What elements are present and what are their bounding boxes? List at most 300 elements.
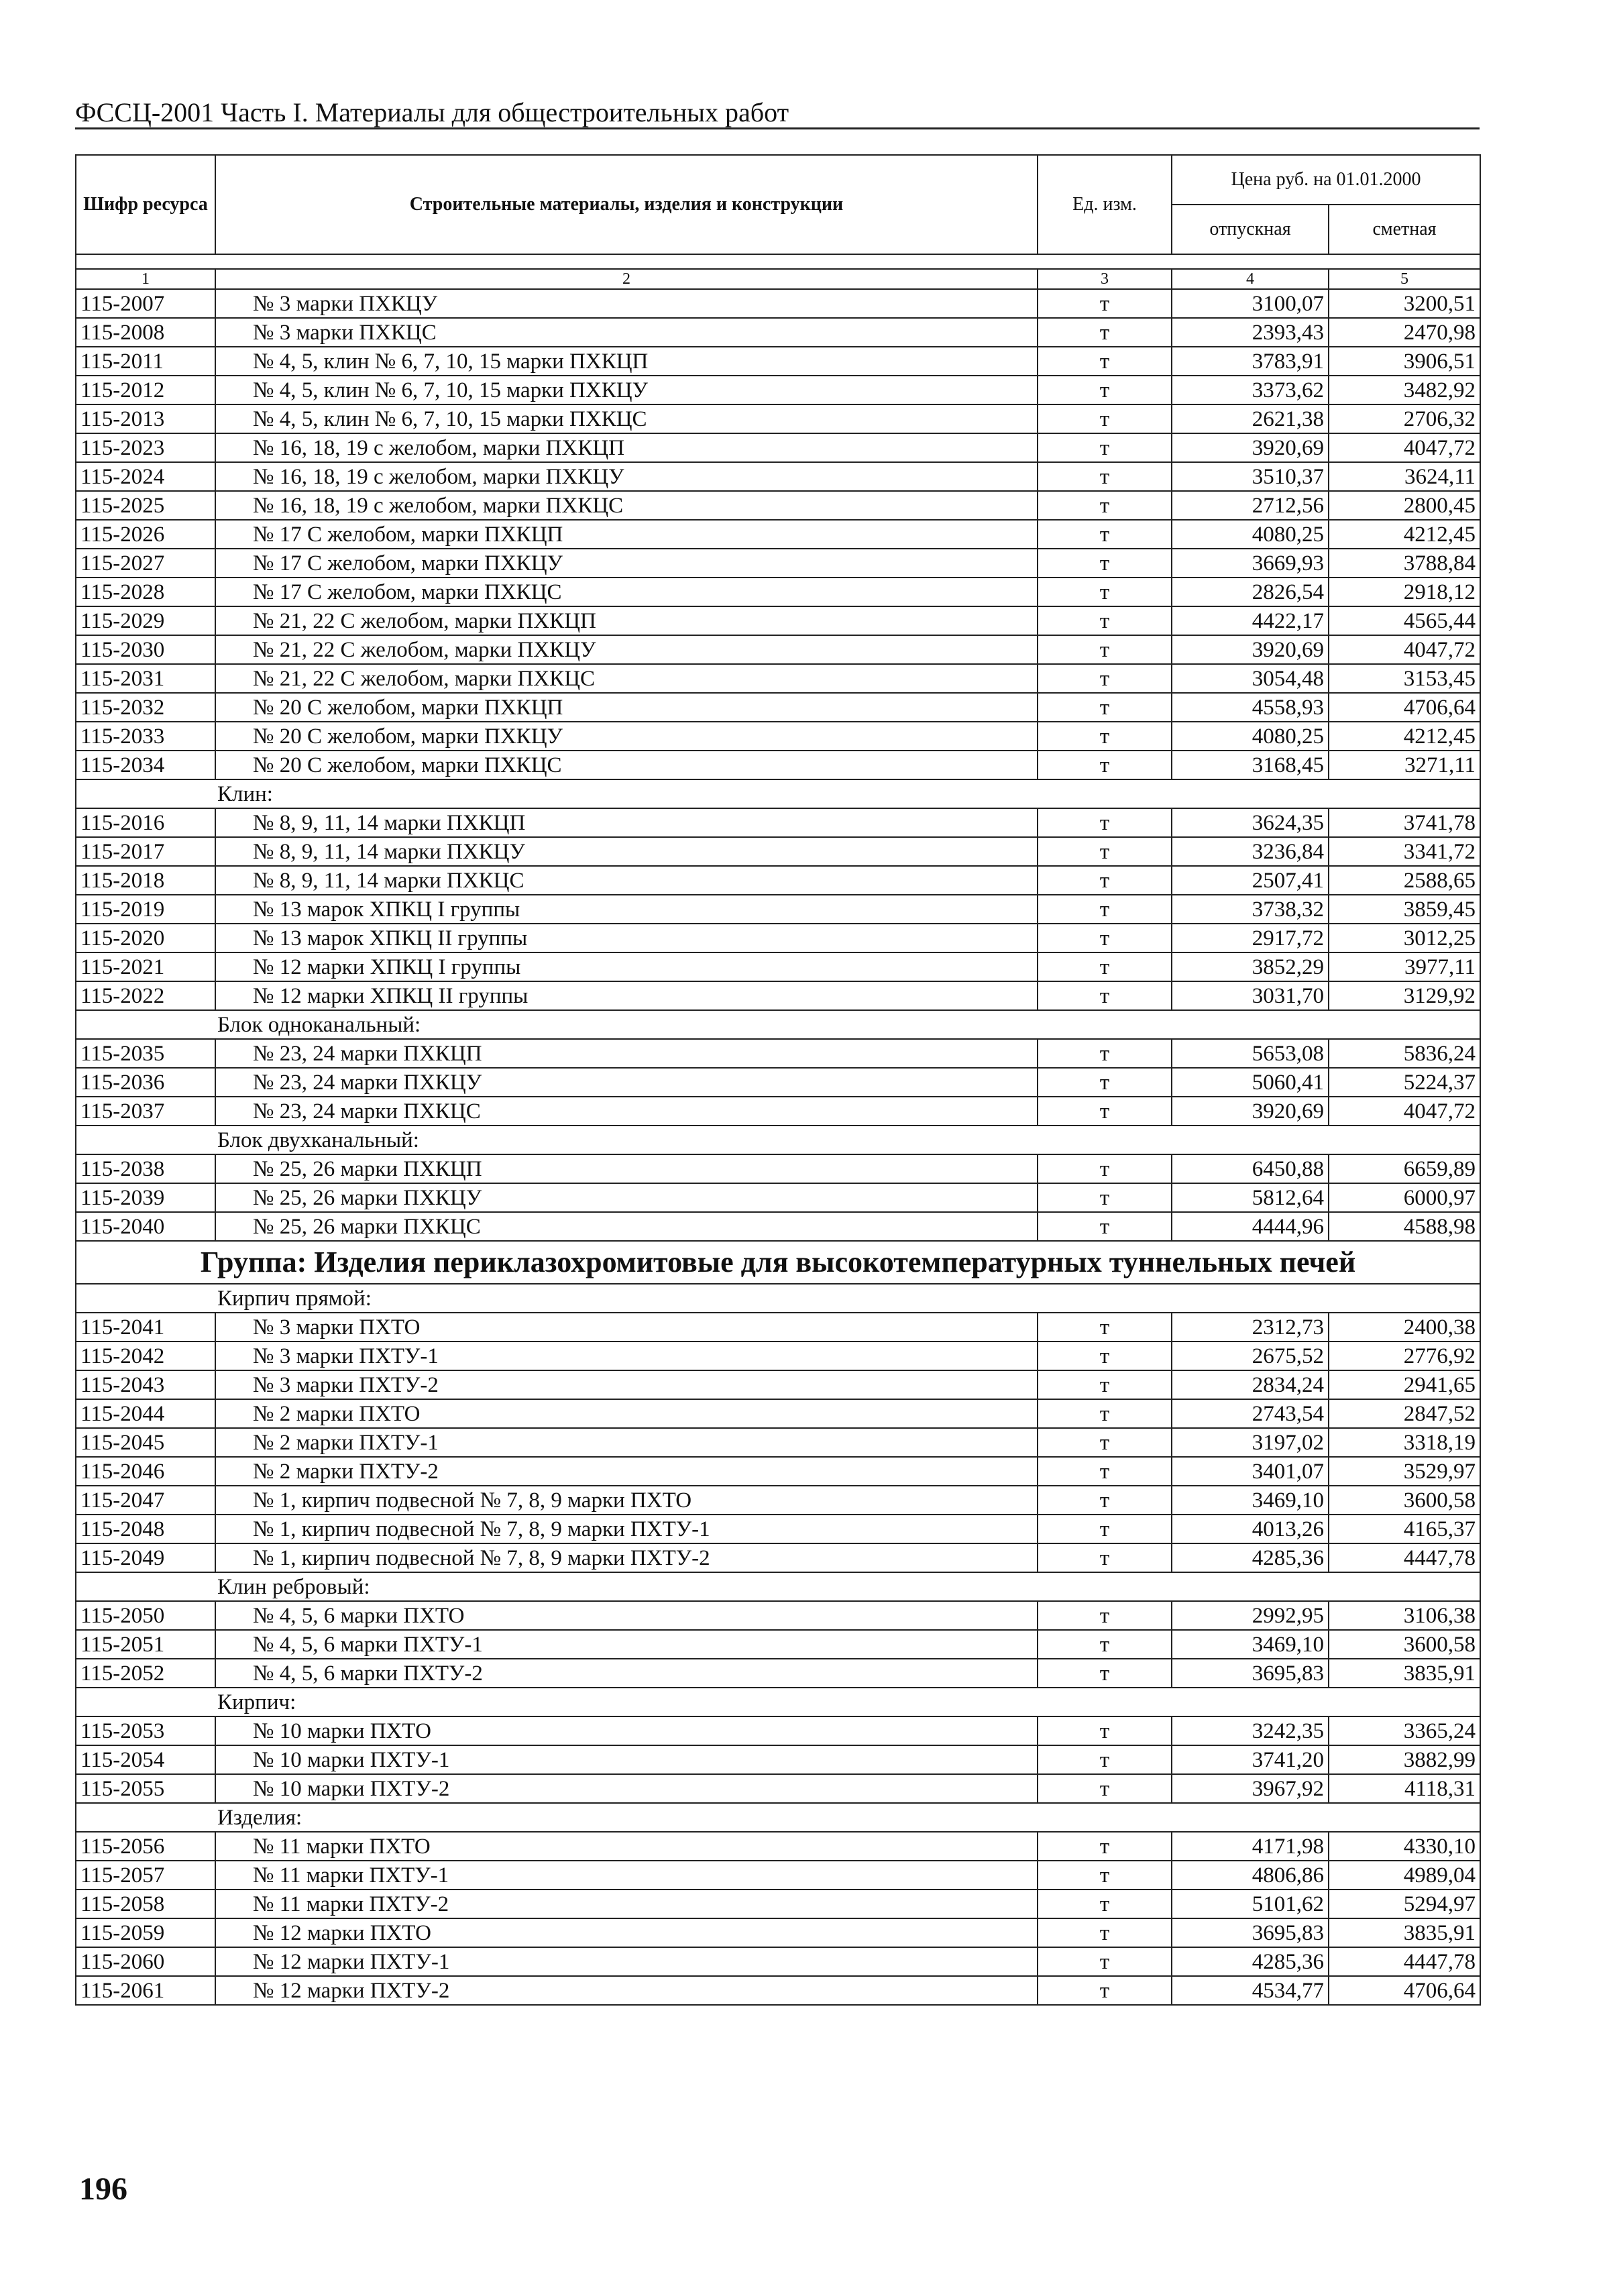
estimate-price-cell: 4047,72: [1329, 1097, 1480, 1126]
release-price-cell: 2393,43: [1172, 318, 1329, 347]
estimate-price-cell: 4588,98: [1329, 1212, 1480, 1241]
unit-cell: т: [1038, 1399, 1172, 1428]
estimate-price-cell: 3835,91: [1329, 1918, 1480, 1947]
unit-cell: т: [1038, 1457, 1172, 1486]
release-price-cell: 4080,25: [1172, 520, 1329, 549]
unit-cell: т: [1038, 1370, 1172, 1399]
column-number: 1: [76, 269, 215, 289]
release-price-cell: 4422,17: [1172, 606, 1329, 635]
material-name-cell: № 4, 5, 6 марки ПХТО: [215, 1601, 1038, 1630]
table-row: [76, 1183, 1480, 1212]
resource-code-cell: 115-2027: [76, 549, 215, 578]
subsection-row: [76, 1803, 1480, 1832]
estimate-price-cell: 3271,11: [1329, 751, 1480, 779]
material-name-cell: № 20 С желобом, марки ПХКЦС: [215, 751, 1038, 779]
unit-cell: т: [1038, 1890, 1172, 1918]
release-price-cell: 4080,25: [1172, 722, 1329, 751]
release-price-cell: 2917,72: [1172, 924, 1329, 952]
estimate-price-cell: 4447,78: [1329, 1947, 1480, 1976]
estimate-price-cell: 3741,78: [1329, 808, 1480, 837]
table-row: [76, 1543, 1480, 1572]
release-price-cell: 3852,29: [1172, 952, 1329, 981]
material-name-cell: № 13 марок ХПКЦ II группы: [215, 924, 1038, 952]
estimate-price-cell: 3906,51: [1329, 347, 1480, 376]
release-price-cell: 5101,62: [1172, 1890, 1329, 1918]
subsection-row: [76, 779, 1480, 808]
material-name-cell: № 23, 24 марки ПХКЦУ: [215, 1068, 1038, 1097]
table-row: [76, 1039, 1480, 1068]
unit-cell: т: [1038, 1630, 1172, 1659]
table-row: [76, 578, 1480, 606]
unit-cell: т: [1038, 491, 1172, 520]
table-row: [76, 1068, 1480, 1097]
unit-cell: т: [1038, 1861, 1172, 1890]
resource-code-cell: 115-2025: [76, 491, 215, 520]
release-price-cell: 2621,38: [1172, 404, 1329, 433]
resource-code-cell: 115-2024: [76, 462, 215, 491]
table-row: [76, 404, 1480, 433]
release-price-cell: 3695,83: [1172, 1659, 1329, 1688]
resource-code-cell: 115-2013: [76, 404, 215, 433]
material-name-cell: № 3 марки ПХТУ-2: [215, 1370, 1038, 1399]
resource-code-cell: 115-2046: [76, 1457, 215, 1486]
unit-cell: т: [1038, 635, 1172, 664]
material-name-cell: № 8, 9, 11, 14 марки ПХКЦУ: [215, 837, 1038, 866]
estimate-price-cell: 6000,97: [1329, 1183, 1480, 1212]
group-heading-row: [76, 1241, 1480, 1284]
table-row: [76, 1399, 1480, 1428]
resource-code-cell: 115-2029: [76, 606, 215, 635]
resource-code-cell: 115-2017: [76, 837, 215, 866]
subsection-row: [76, 1126, 1480, 1154]
subsection-label: Клин ребровый:: [76, 1572, 1480, 1601]
table-row: [76, 895, 1480, 924]
estimate-price-cell: 3882,99: [1329, 1745, 1480, 1774]
material-name-cell: № 3 марки ПХКЦС: [215, 318, 1038, 347]
estimate-price-cell: 2918,12: [1329, 578, 1480, 606]
unit-cell: т: [1038, 1947, 1172, 1976]
release-price-cell: 3669,93: [1172, 549, 1329, 578]
estimate-price-cell: 5224,37: [1329, 1068, 1480, 1097]
unit-cell: т: [1038, 404, 1172, 433]
material-name-cell: № 3 марки ПХТУ-1: [215, 1342, 1038, 1370]
resource-code-cell: 115-2042: [76, 1342, 215, 1370]
estimate-price-cell: 3318,19: [1329, 1428, 1480, 1457]
resource-code-cell: 115-2039: [76, 1183, 215, 1212]
estimate-price-cell: 2470,98: [1329, 318, 1480, 347]
resource-code-cell: 115-2008: [76, 318, 215, 347]
release-price-cell: 3100,07: [1172, 289, 1329, 318]
unit-cell: т: [1038, 1976, 1172, 2005]
material-name-cell: № 11 марки ПХТУ-2: [215, 1890, 1038, 1918]
release-price-cell: 4013,26: [1172, 1515, 1329, 1543]
table-row: [76, 808, 1480, 837]
column-header-name: Строительные материалы, изделия и конструкции: [215, 155, 1038, 254]
resource-code-cell: 115-2019: [76, 895, 215, 924]
release-price-cell: 3373,62: [1172, 376, 1329, 404]
table-row: [76, 1976, 1480, 2005]
estimate-price-cell: 3600,58: [1329, 1630, 1480, 1659]
estimate-price-cell: 3200,51: [1329, 289, 1480, 318]
material-name-cell: № 1, кирпич подвесной № 7, 8, 9 марки ПХТО: [215, 1486, 1038, 1515]
subsection-row: [76, 1284, 1480, 1313]
table-row: [76, 347, 1480, 376]
unit-cell: т: [1038, 1212, 1172, 1241]
release-price-cell: 5812,64: [1172, 1183, 1329, 1212]
table-row: [76, 289, 1480, 318]
material-name-cell: № 4, 5, клин № 6, 7, 10, 15 марки ПХКЦС: [215, 404, 1038, 433]
table-row: [76, 1486, 1480, 1515]
estimate-price-cell: 4706,64: [1329, 1976, 1480, 2005]
estimate-price-cell: 6659,89: [1329, 1154, 1480, 1183]
subsection-row: [76, 1572, 1480, 1601]
material-name-cell: № 17 С желобом, марки ПХКЦП: [215, 520, 1038, 549]
material-name-cell: № 16, 18, 19 с желобом, марки ПХКЦС: [215, 491, 1038, 520]
resource-code-cell: 115-2048: [76, 1515, 215, 1543]
unit-cell: т: [1038, 1659, 1172, 1688]
resource-code-cell: 115-2052: [76, 1659, 215, 1688]
unit-cell: т: [1038, 952, 1172, 981]
unit-cell: т: [1038, 808, 1172, 837]
release-price-cell: 6450,88: [1172, 1154, 1329, 1183]
unit-cell: т: [1038, 866, 1172, 895]
release-price-cell: 2743,54: [1172, 1399, 1329, 1428]
resource-code-cell: 115-2038: [76, 1154, 215, 1183]
estimate-price-cell: 4447,78: [1329, 1543, 1480, 1572]
material-name-cell: № 21, 22 С желобом, марки ПХКЦП: [215, 606, 1038, 635]
unit-cell: т: [1038, 895, 1172, 924]
release-price-cell: 3624,35: [1172, 808, 1329, 837]
release-price-cell: 3695,83: [1172, 1918, 1329, 1947]
release-price-cell: 4171,98: [1172, 1832, 1329, 1861]
release-price-cell: 2834,24: [1172, 1370, 1329, 1399]
resource-code-cell: 115-2007: [76, 289, 215, 318]
estimate-price-cell: 3529,97: [1329, 1457, 1480, 1486]
material-name-cell: № 4, 5, 6 марки ПХТУ-1: [215, 1630, 1038, 1659]
release-price-cell: 3783,91: [1172, 347, 1329, 376]
material-name-cell: № 11 марки ПХТО: [215, 1832, 1038, 1861]
material-name-cell: № 17 С желобом, марки ПХКЦС: [215, 578, 1038, 606]
material-name-cell: № 10 марки ПХТУ-2: [215, 1774, 1038, 1803]
unit-cell: т: [1038, 1745, 1172, 1774]
table-row: [76, 1716, 1480, 1745]
unit-cell: т: [1038, 1183, 1172, 1212]
estimate-price-cell: 4706,64: [1329, 693, 1480, 722]
material-name-cell: № 10 марки ПХТУ-1: [215, 1745, 1038, 1774]
unit-cell: т: [1038, 433, 1172, 462]
release-price-cell: 3469,10: [1172, 1486, 1329, 1515]
unit-cell: т: [1038, 318, 1172, 347]
resource-code-cell: 115-2036: [76, 1068, 215, 1097]
unit-cell: т: [1038, 606, 1172, 635]
page-header-title: ФССЦ-2001 Часть I. Материалы для общестроительных работ: [75, 98, 1480, 129]
resource-code-cell: 115-2053: [76, 1716, 215, 1745]
estimate-price-cell: 4165,37: [1329, 1515, 1480, 1543]
unit-cell: т: [1038, 1918, 1172, 1947]
resource-code-cell: 115-2050: [76, 1601, 215, 1630]
table-row: [76, 924, 1480, 952]
estimate-price-cell: 2800,45: [1329, 491, 1480, 520]
table-row: [76, 1890, 1480, 1918]
table-row: [76, 1918, 1480, 1947]
unit-cell: т: [1038, 1716, 1172, 1745]
unit-cell: т: [1038, 347, 1172, 376]
unit-cell: т: [1038, 751, 1172, 779]
resource-code-cell: 115-2056: [76, 1832, 215, 1861]
release-price-cell: 3510,37: [1172, 462, 1329, 491]
estimate-price-cell: 2588,65: [1329, 866, 1480, 895]
unit-cell: т: [1038, 1832, 1172, 1861]
material-name-cell: № 25, 26 марки ПХКЦП: [215, 1154, 1038, 1183]
material-name-cell: № 17 С желобом, марки ПХКЦУ: [215, 549, 1038, 578]
material-name-cell: № 12 марки ПХТУ-2: [215, 1976, 1038, 2005]
estimate-price-cell: 3835,91: [1329, 1659, 1480, 1688]
resource-code-cell: 115-2061: [76, 1976, 215, 2005]
release-price-cell: 3920,69: [1172, 433, 1329, 462]
unit-cell: т: [1038, 462, 1172, 491]
resource-code-cell: 115-2054: [76, 1745, 215, 1774]
resource-code-cell: 115-2018: [76, 866, 215, 895]
resource-code-cell: 115-2051: [76, 1630, 215, 1659]
subsection-row: [76, 1010, 1480, 1039]
resource-code-cell: 115-2047: [76, 1486, 215, 1515]
release-price-cell: 4285,36: [1172, 1947, 1329, 1976]
resource-code-cell: 115-2023: [76, 433, 215, 462]
release-price-cell: 2712,56: [1172, 491, 1329, 520]
estimate-price-cell: 3106,38: [1329, 1601, 1480, 1630]
resource-code-cell: 115-2057: [76, 1861, 215, 1890]
estimate-price-cell: 3977,11: [1329, 952, 1480, 981]
resource-code-cell: 115-2028: [76, 578, 215, 606]
unit-cell: т: [1038, 520, 1172, 549]
column-number: 3: [1038, 269, 1172, 289]
estimate-price-cell: 4212,45: [1329, 520, 1480, 549]
estimate-price-cell: 4047,72: [1329, 635, 1480, 664]
subsection-label: Кирпич прямой:: [76, 1284, 1480, 1313]
material-name-cell: № 8, 9, 11, 14 марки ПХКЦП: [215, 808, 1038, 837]
unit-cell: т: [1038, 1039, 1172, 1068]
resource-code-cell: 115-2060: [76, 1947, 215, 1976]
table-row: [76, 520, 1480, 549]
material-name-cell: № 12 марки ХПКЦ II группы: [215, 981, 1038, 1010]
material-name-cell: № 4, 5, 6 марки ПХТУ-2: [215, 1659, 1038, 1688]
table-row: [76, 376, 1480, 404]
column-header-code: Шифр ресурса: [76, 155, 215, 254]
estimate-price-cell: 3012,25: [1329, 924, 1480, 952]
unit-cell: т: [1038, 1068, 1172, 1097]
unit-cell: т: [1038, 1428, 1172, 1457]
table-row: [76, 1630, 1480, 1659]
table-row: [76, 1342, 1480, 1370]
release-price-cell: 5653,08: [1172, 1039, 1329, 1068]
estimate-price-cell: 3365,24: [1329, 1716, 1480, 1745]
table-row: [76, 462, 1480, 491]
resource-code-cell: 115-2043: [76, 1370, 215, 1399]
resource-code-cell: 115-2049: [76, 1543, 215, 1572]
table-row: [76, 1947, 1480, 1976]
unit-cell: т: [1038, 722, 1172, 751]
estimate-price-cell: 4330,10: [1329, 1832, 1480, 1861]
resource-code-cell: 115-2026: [76, 520, 215, 549]
resource-code-cell: 115-2032: [76, 693, 215, 722]
table-row: [76, 1861, 1480, 1890]
unit-cell: т: [1038, 1543, 1172, 1572]
unit-cell: т: [1038, 1313, 1172, 1342]
unit-cell: т: [1038, 1486, 1172, 1515]
subsection-label: Клин:: [76, 779, 1480, 808]
header-spacer: [76, 254, 1480, 269]
unit-cell: т: [1038, 289, 1172, 318]
table-row: [76, 1097, 1480, 1126]
material-name-cell: № 10 марки ПХТО: [215, 1716, 1038, 1745]
material-name-cell: № 8, 9, 11, 14 марки ПХКЦС: [215, 866, 1038, 895]
material-name-cell: № 12 марки ПХТУ-1: [215, 1947, 1038, 1976]
resource-code-cell: 115-2021: [76, 952, 215, 981]
table-row: [76, 1428, 1480, 1457]
material-name-cell: № 23, 24 марки ПХКЦП: [215, 1039, 1038, 1068]
material-name-cell: № 16, 18, 19 с желобом, марки ПХКЦУ: [215, 462, 1038, 491]
release-price-cell: 4806,86: [1172, 1861, 1329, 1890]
release-price-cell: 2992,95: [1172, 1601, 1329, 1630]
material-name-cell: № 2 марки ПХТУ-2: [215, 1457, 1038, 1486]
table-row: [76, 866, 1480, 895]
release-price-cell: 4285,36: [1172, 1543, 1329, 1572]
resource-code-cell: 115-2012: [76, 376, 215, 404]
release-price-cell: 2675,52: [1172, 1342, 1329, 1370]
estimate-price-cell: 3129,92: [1329, 981, 1480, 1010]
resource-code-cell: 115-2058: [76, 1890, 215, 1918]
release-price-cell: 4534,77: [1172, 1976, 1329, 2005]
release-price-cell: 3741,20: [1172, 1745, 1329, 1774]
material-name-cell: № 25, 26 марки ПХКЦУ: [215, 1183, 1038, 1212]
table-row: [76, 635, 1480, 664]
material-name-cell: № 25, 26 марки ПХКЦС: [215, 1212, 1038, 1241]
unit-cell: т: [1038, 924, 1172, 952]
release-price-cell: 4558,93: [1172, 693, 1329, 722]
column-number: 4: [1172, 269, 1329, 289]
release-price-cell: 3469,10: [1172, 1630, 1329, 1659]
material-name-cell: № 12 марки ПХТО: [215, 1918, 1038, 1947]
unit-cell: т: [1038, 578, 1172, 606]
unit-cell: т: [1038, 693, 1172, 722]
column-header-price: Цена руб. на 01.01.2000: [1172, 155, 1480, 205]
estimate-price-cell: 2776,92: [1329, 1342, 1480, 1370]
column-number: 2: [215, 269, 1038, 289]
table-row: [76, 722, 1480, 751]
release-price-cell: 4444,96: [1172, 1212, 1329, 1241]
table-row: [76, 1212, 1480, 1241]
column-header-release-price: отпускная: [1172, 205, 1329, 254]
estimate-price-cell: 3341,72: [1329, 837, 1480, 866]
table-row: [76, 1832, 1480, 1861]
resource-code-cell: 115-2045: [76, 1428, 215, 1457]
page-number: 196: [79, 2171, 127, 2207]
material-name-cell: № 13 марок ХПКЦ I группы: [215, 895, 1038, 924]
unit-cell: т: [1038, 1601, 1172, 1630]
subsection-label: Изделия:: [76, 1803, 1480, 1832]
estimate-price-cell: 3859,45: [1329, 895, 1480, 924]
material-name-cell: № 11 марки ПХТУ-1: [215, 1861, 1038, 1890]
material-name-cell: № 20 С желобом, марки ПХКЦУ: [215, 722, 1038, 751]
estimate-price-cell: 2847,52: [1329, 1399, 1480, 1428]
resource-code-cell: 115-2030: [76, 635, 215, 664]
resource-code-cell: 115-2031: [76, 664, 215, 693]
estimate-price-cell: 4212,45: [1329, 722, 1480, 751]
release-price-cell: 3242,35: [1172, 1716, 1329, 1745]
table-row: [76, 1601, 1480, 1630]
resource-code-cell: 115-2022: [76, 981, 215, 1010]
release-price-cell: 3168,45: [1172, 751, 1329, 779]
material-name-cell: № 4, 5, клин № 6, 7, 10, 15 марки ПХКЦУ: [215, 376, 1038, 404]
release-price-cell: 3738,32: [1172, 895, 1329, 924]
resource-code-cell: 115-2041: [76, 1313, 215, 1342]
table-body: [76, 289, 1480, 2005]
resource-code-cell: 115-2044: [76, 1399, 215, 1428]
release-price-cell: 3967,92: [1172, 1774, 1329, 1803]
table-row: [76, 664, 1480, 693]
subsection-row: [76, 1688, 1480, 1716]
estimate-price-cell: 4989,04: [1329, 1861, 1480, 1890]
resource-code-cell: 115-2033: [76, 722, 215, 751]
unit-cell: т: [1038, 1154, 1172, 1183]
table-row: [76, 837, 1480, 866]
release-price-cell: 2826,54: [1172, 578, 1329, 606]
resource-code-cell: 115-2035: [76, 1039, 215, 1068]
release-price-cell: 5060,41: [1172, 1068, 1329, 1097]
material-name-cell: № 12 марки ХПКЦ I группы: [215, 952, 1038, 981]
estimate-price-cell: 3482,92: [1329, 376, 1480, 404]
material-name-cell: № 21, 22 С желобом, марки ПХКЦУ: [215, 635, 1038, 664]
unit-cell: т: [1038, 1774, 1172, 1803]
material-name-cell: № 3 марки ПХТО: [215, 1313, 1038, 1342]
column-header-unit: Ед. изм.: [1038, 155, 1172, 254]
estimate-price-cell: 3600,58: [1329, 1486, 1480, 1515]
resource-code-cell: 115-2016: [76, 808, 215, 837]
estimate-price-cell: 3153,45: [1329, 664, 1480, 693]
table-row: [76, 693, 1480, 722]
table-row: [76, 318, 1480, 347]
material-name-cell: № 2 марки ПХТУ-1: [215, 1428, 1038, 1457]
estimate-price-cell: 2941,65: [1329, 1370, 1480, 1399]
table-row: [76, 433, 1480, 462]
table-row: [76, 952, 1480, 981]
estimate-price-cell: 4565,44: [1329, 606, 1480, 635]
estimate-price-cell: 4047,72: [1329, 433, 1480, 462]
release-price-cell: 3031,70: [1172, 981, 1329, 1010]
release-price-cell: 3920,69: [1172, 635, 1329, 664]
material-name-cell: № 1, кирпич подвесной № 7, 8, 9 марки ПХТУ-1: [215, 1515, 1038, 1543]
table-row: [76, 491, 1480, 520]
material-name-cell: № 1, кирпич подвесной № 7, 8, 9 марки ПХТУ-2: [215, 1543, 1038, 1572]
unit-cell: т: [1038, 549, 1172, 578]
unit-cell: т: [1038, 1097, 1172, 1126]
estimate-price-cell: 3788,84: [1329, 549, 1480, 578]
resource-code-cell: 115-2034: [76, 751, 215, 779]
estimate-price-cell: 5836,24: [1329, 1039, 1480, 1068]
price-table: [75, 154, 1481, 2006]
table-row: [76, 1154, 1480, 1183]
subsection-label: Блок двухканальный:: [76, 1126, 1480, 1154]
column-number: 5: [1329, 269, 1480, 289]
material-name-cell: № 16, 18, 19 с желобом, марки ПХКЦП: [215, 433, 1038, 462]
release-price-cell: 3054,48: [1172, 664, 1329, 693]
resource-code-cell: 115-2059: [76, 1918, 215, 1947]
release-price-cell: 3920,69: [1172, 1097, 1329, 1126]
resource-code-cell: 115-2011: [76, 347, 215, 376]
subsection-label: Блок одноканальный:: [76, 1010, 1480, 1039]
resource-code-cell: 115-2040: [76, 1212, 215, 1241]
table-row: [76, 606, 1480, 635]
